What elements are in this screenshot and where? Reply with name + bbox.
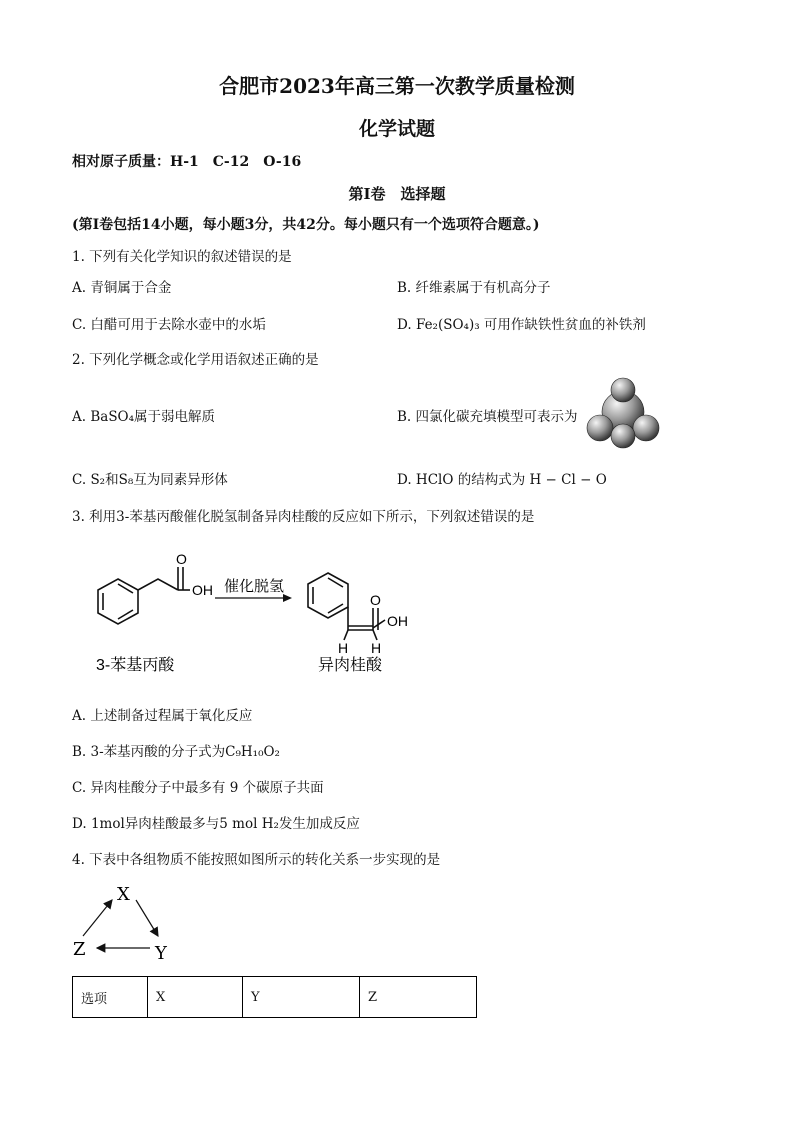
ccl4-space-filling-model (585, 376, 661, 450)
reactant-side-chain (138, 567, 190, 590)
q1-stem: 1. 下列有关化学知识的叙述错误的是 (72, 249, 292, 265)
arrow-x-to-y (136, 900, 158, 936)
q2-c-formula: S₂和S₈ (90, 472, 134, 488)
node-z: Z (73, 939, 86, 960)
q2-option-a: A. BaSO₄属于弱电解质 (72, 409, 216, 425)
node-y: Y (155, 943, 167, 964)
page-subtitle: 化学试题 (358, 118, 435, 140)
q1-d-formula: Fe₂(SO₄)₃ (415, 317, 480, 333)
page-title: 合肥市2023年高三第一次教学质量检测 (219, 74, 575, 98)
options-table (72, 976, 477, 1018)
reactant-name: 3-苯基丙酸 (96, 657, 175, 674)
q1-option-a: A. 青铜属于合金 (72, 280, 172, 296)
q3-b-formula: C₉H₁₀O₂ (225, 744, 280, 760)
section-note: (第Ⅰ卷包括14小题，每小题3分，共42分。每小题只有一个选项符合题意。) (72, 217, 540, 233)
q1-option-d: D. Fe₂(SO₄)₃ 可用作缺铁性贫血的补铁剂 (397, 317, 646, 333)
product-h-right: H (371, 640, 382, 656)
product-name: 异肉桂酸 (318, 657, 383, 674)
section-heading: 第Ⅰ卷 选择题 (348, 185, 446, 203)
table-header-cell: X (148, 977, 243, 1018)
reaction-arrow-label: 催化脱氢 (224, 578, 285, 595)
product-o-label: O (370, 592, 381, 608)
node-x: X (117, 884, 130, 905)
reactant-benzene-ring (98, 579, 138, 624)
reaction-scheme (80, 540, 430, 680)
q3-stem: 3. 利用3-苯基丙酸催化脱氢制备异肉桂酸的反应如下所示，下列叙述错误的是 (72, 509, 535, 525)
table-header-cell: Y (243, 977, 360, 1018)
conversion-triangle-diagram (70, 880, 180, 965)
q2-a-formula: BaSO₄ (90, 409, 135, 425)
q2-option-c: C. S₂和S₈互为同素异形体 (72, 472, 228, 488)
q2-stem: 2. 下列化学概念或化学用语叙述正确的是 (72, 352, 319, 368)
atomic-mass-line: 相对原子质量：H-1 C-12 O-16 (72, 154, 302, 170)
reactant-o-label: O (176, 551, 187, 567)
table-header-row (73, 977, 477, 1018)
q3-option-c: C. 异肉桂酸分子中最多有 9 个碳原子共面 (72, 780, 324, 796)
q3-option-a: A. 上述制备过程属于氧化反应 (72, 708, 253, 724)
q2-option-d: D. HClO 的结构式为 H − Cl − O (397, 472, 607, 488)
reaction-arrow (215, 594, 292, 602)
q4-stem: 4. 下表中各组物质不能按照如图所示的转化关系一步实现的是 (72, 852, 441, 868)
arrow-z-to-x (83, 900, 112, 936)
table-header-cell: 选项 (73, 977, 148, 1018)
q1-option-c: C. 白醋可用于去除水壶中的水垢 (72, 317, 266, 333)
product-benzene-ring (308, 573, 348, 618)
q3-option-d: D. 1mol异肉桂酸最多与5 mol H₂发生加成反应 (72, 816, 360, 832)
product-h-left: H (338, 640, 349, 656)
table-header-cell: Z (360, 977, 477, 1018)
q3-option-b: B. 3-苯基丙酸的分子式为C₉H₁₀O₂ (72, 744, 280, 760)
product-oh-label: OH (387, 613, 408, 629)
q2-option-b: B. 四氯化碳充填模型可表示为 (397, 409, 578, 425)
reactant-oh-label: OH (192, 582, 213, 598)
q1-option-b: B. 纤维素属于有机高分子 (397, 280, 551, 296)
product-side-chain (344, 607, 385, 640)
q3-d-formula: H₂ (261, 816, 279, 832)
